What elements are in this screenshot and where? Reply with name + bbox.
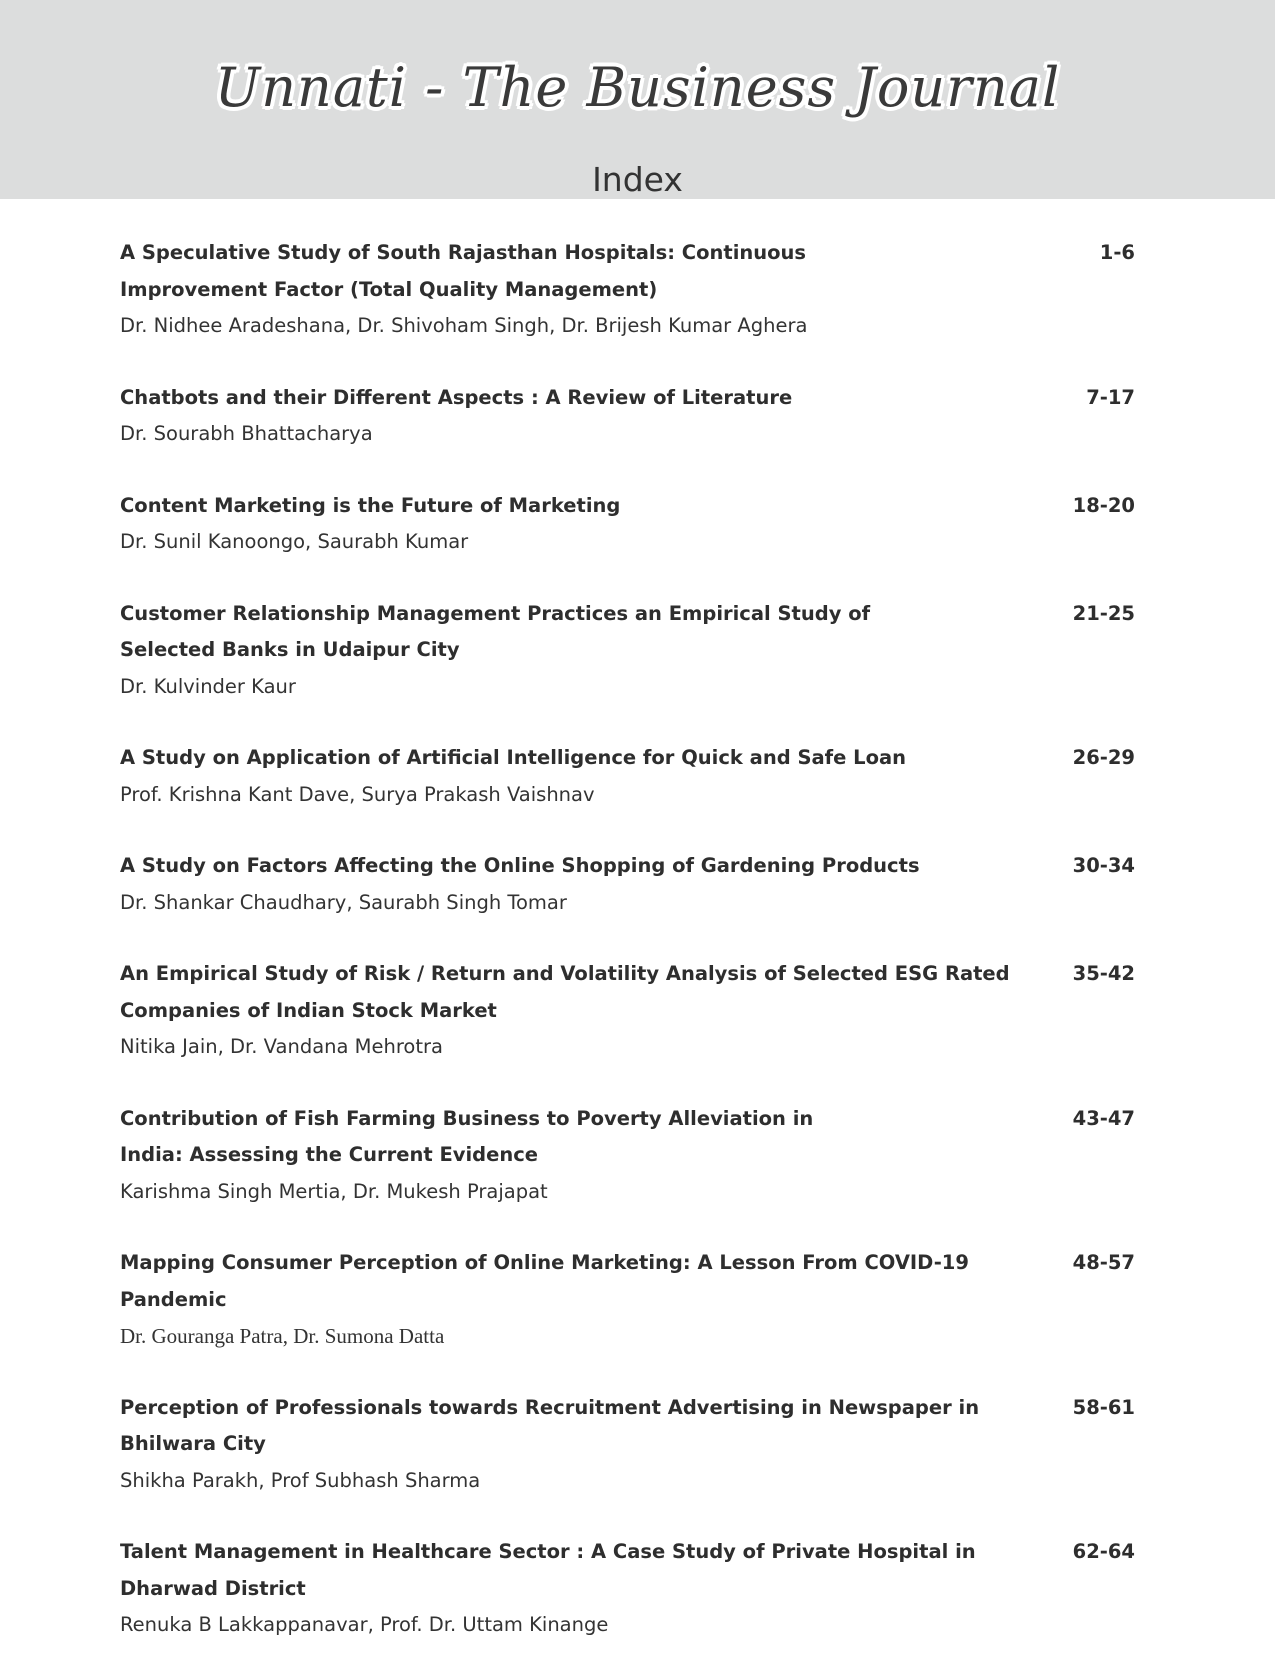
- index-entry: [120, 1390, 1135, 1500]
- entry-pages: 62-64: [1072, 1540, 1135, 1563]
- index-list: [120, 235, 1135, 1679]
- entry-authors: Prof. Krishna Kant Dave, Surya Prakash Vaishnav: [120, 782, 595, 806]
- entry-pages: 43-47: [1072, 1106, 1135, 1130]
- entry-title: Talent Management in Healthcare Sector : A Case Study of Private Hospital in Dharwad District: [120, 1540, 976, 1600]
- entry-pages: 7-17: [1086, 385, 1135, 409]
- entry-authors: Dr. Sunil Kanoongo, Saurabh Kumar: [120, 530, 469, 553]
- entry-authors: Shikha Parakh, Prof Subhash Sharma: [120, 1468, 481, 1492]
- entry-pages: 35-42: [1072, 962, 1135, 985]
- entry-pages: 26-29: [1072, 746, 1135, 769]
- entry-title: Perception of Professionals towards Recruitment Advertising in Newspaper in Bhilwara City: [120, 1395, 980, 1455]
- entry-title: A Study on Application of Artificial Intelligence for Quick and Safe Loan: [120, 746, 907, 769]
- entry-pages: 21-25: [1072, 601, 1135, 625]
- index-entry: [120, 235, 1135, 345]
- entry-authors: Renuka B Lakkappanavar, Prof. Dr. Uttam Kinange: [120, 1613, 609, 1636]
- entry-authors: Dr. Kulvinder Kaur: [120, 674, 296, 698]
- entry-title: An Empirical Study of Risk / Return and Volatility Analysis of Selected ESG Rated Companies of Indian Stock Market: [120, 962, 1010, 1022]
- entry-authors: Dr. Sourabh Bhattacharya: [120, 422, 373, 445]
- entry-title: Contribution of Fish Farming Business to Poverty Alleviation in India: Assessing the Current Evidence: [120, 1106, 814, 1166]
- index-entry: [120, 380, 1135, 453]
- index-entry: [120, 1101, 1135, 1211]
- index-entry: [120, 848, 1135, 921]
- entry-title: Mapping Consumer Perception of Online Marketing: A Lesson From COVID-19 Pandemic: [120, 1251, 969, 1311]
- header-band: [0, 0, 1275, 199]
- entry-title: A Speculative Study of South Rajasthan Hospitals: Continuous Improvement Factor (Total Quality Management): [120, 241, 807, 301]
- index-entry: [120, 956, 1135, 1066]
- entry-authors: Dr. Shankar Chaudhary, Saurabh Singh Tomar: [120, 890, 567, 914]
- entry-authors: Nitika Jain, Dr. Vandana Mehrotra: [120, 1035, 443, 1058]
- index-entry: [120, 596, 1135, 706]
- journal-title: Unnati - The Business Journal: [214, 56, 1061, 119]
- entry-title: A Study on Factors Affecting the Online Shopping of Gardening Products: [120, 854, 920, 877]
- entry-pages: 1-6: [1099, 241, 1135, 264]
- index-entry: [120, 1245, 1135, 1355]
- entry-title: Content Marketing is the Future of Marketing: [120, 493, 621, 517]
- entry-title: Customer Relationship Management Practices an Empirical Study of Selected Banks in Udaipur City: [120, 601, 871, 661]
- entry-pages: 30-34: [1072, 854, 1135, 877]
- entry-authors: Karishma Singh Mertia, Dr. Mukesh Prajapat: [120, 1179, 548, 1203]
- index-entry: [120, 1534, 1135, 1644]
- entry-pages: 58-61: [1072, 1395, 1135, 1419]
- entry-authors: Dr. Nidhee Aradeshana, Dr. Shivoham Singh, Dr. Brijesh Kumar Aghera: [120, 314, 808, 337]
- index-entry: [120, 740, 1135, 813]
- entry-pages: 48-57: [1072, 1251, 1135, 1274]
- entry-pages: 18-20: [1072, 493, 1135, 517]
- index-entry: [120, 488, 1135, 561]
- entry-title: Chatbots and their Different Aspects : A Review of Literature: [120, 385, 793, 409]
- entry-authors: Dr. Gouranga Patra, Dr. Sumona Datta: [120, 1324, 445, 1348]
- index-heading: Index: [592, 160, 683, 199]
